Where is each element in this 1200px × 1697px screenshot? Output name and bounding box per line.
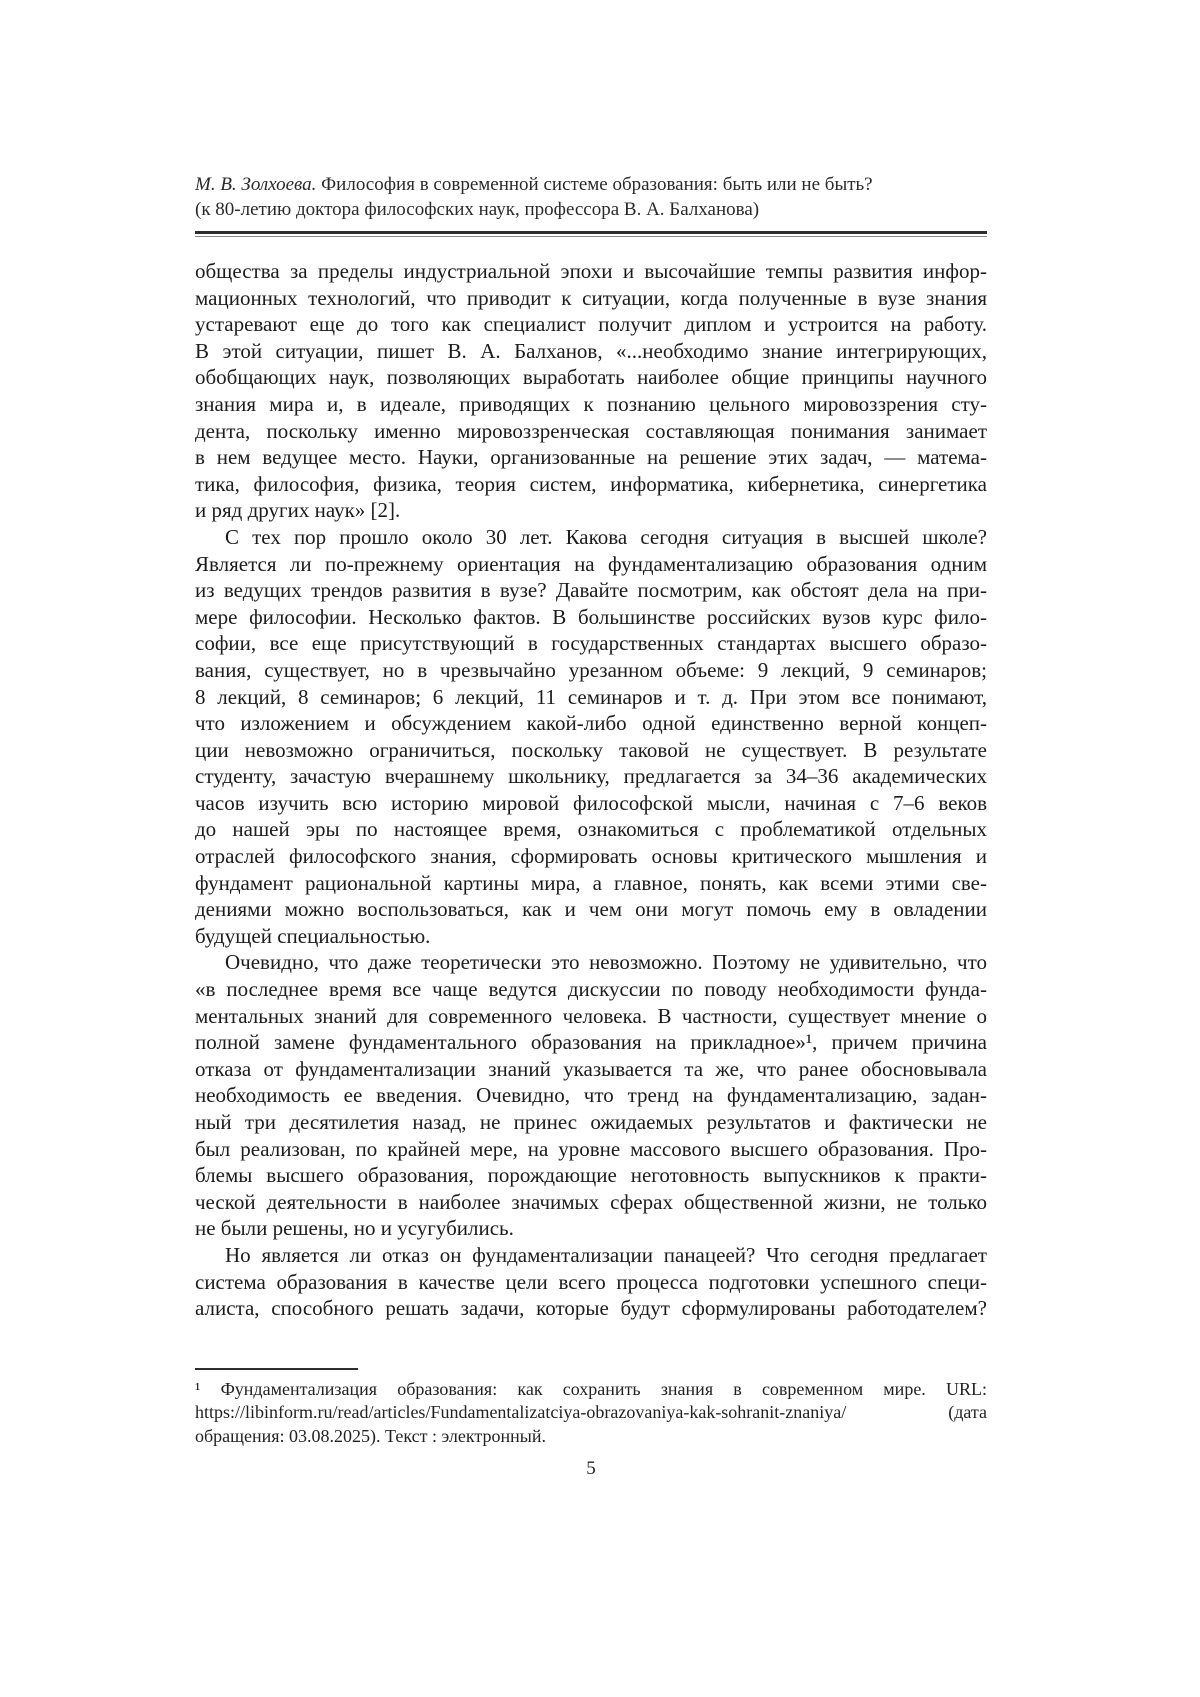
- header-line-1: [195, 172, 987, 197]
- text-line: софии, все еще присутствующий в государственных стандартах высшего образо-: [195, 631, 987, 656]
- text-line: мере философии. Несколько фактов. В большинстве российских вузов курс фило-: [195, 604, 987, 629]
- text-line: блемы высшего образования, порождающие неготовность выпускников к практи-: [195, 1163, 987, 1188]
- text-line: 8 лекций, 8 семинаров; 6 лекций, 11 семинаров и т. д. При этом все понимают,: [195, 684, 987, 709]
- text-line: необходимость ее введения. Очевидно, что тренд на фундаментализацию, задан-: [195, 1083, 987, 1108]
- text-line: полной замене фундаментального образования на прикладное»¹, причем причина: [195, 1030, 987, 1055]
- text-line: алиста, способного решать задачи, которые будут сформулированы работодателем?: [195, 1296, 987, 1321]
- footnote: [195, 1378, 987, 1449]
- header-title: Философия в современной системе образования: быть или не быть?: [316, 174, 873, 195]
- text-line: устаревают еще до того как специалист получит диплом и устроится на работу.: [195, 312, 987, 337]
- text-line: С тех пор прошло около 30 лет. Какова сегодня ситуация в высшей школе?: [225, 524, 987, 549]
- footnote-rule: [195, 1368, 358, 1370]
- text-line: вания, существует, но в чрезвычайно урезанном объеме: 9 лекций, 9 семинаров;: [195, 657, 987, 682]
- text-line: В этой ситуации, пишет В. А. Балханов, «...необходимо знание интегрирующих,: [195, 338, 987, 363]
- header-author: М. В. Золхоева.: [195, 174, 317, 195]
- text-line: из ведущих трендов развития в вузе? Давайте посмотрим, как обстоят дела на при-: [195, 578, 987, 603]
- page-number: 5: [586, 1458, 596, 1480]
- body-text: [195, 258, 987, 1322]
- text-line: общества за пределы индустриальной эпохи и высочайшие темпы развития инфор-: [195, 259, 987, 283]
- text-line: дениями можно воспользоваться, как и чем они могут помочь ему в овладении: [195, 897, 987, 922]
- text-line: в нем ведущее место. Науки, организованные на решение этих задач, — матема-: [195, 445, 987, 470]
- text-line: обобщающих наук, позволяющих выработать наиболее общие принципы научного: [195, 365, 987, 390]
- footnote-line: ¹ Фундаментализация образования: как сохранить знания в современном мире. URL:: [195, 1378, 987, 1399]
- text-line: ный три десятилетия назад, не принес ожидаемых результатов и фактически не: [195, 1110, 987, 1134]
- footnote-line: https://libinform.ru/read/articles/Fundamentalizatciya-obrazovaniya-kak-sohranit-znaniya/ (дата: [195, 1402, 987, 1423]
- text-line: что изложением и обсуждением какой-либо одной единственно верной концеп-: [195, 711, 987, 736]
- header-rule: [195, 231, 987, 237]
- text-line: мационных технологий, что приводит к ситуации, когда полученные в вузе знания: [195, 285, 987, 310]
- text-line: будущей специальностью.: [195, 923, 431, 948]
- text-line: система образования в качестве цели всего процесса подготовки успешного специ-: [195, 1269, 987, 1294]
- text-line: Очевидно, что даже теоретически это невозможно. Поэтому не удивительно, что: [225, 950, 987, 975]
- text-line: был реализован, по крайней мере, на уровне массового высшего образования. Про-: [195, 1136, 987, 1161]
- text-line: ментальных знаний для современного человека. В частности, существует мнение о: [195, 1003, 987, 1028]
- text-line: ческой деятельности в наиболее значимых сферах общественной жизни, не только: [195, 1189, 987, 1214]
- text-line: студенту, зачастую вчерашнему школьнику, предлагается за 34–36 академических: [195, 764, 987, 789]
- text-line: фундамент рациональной картины мира, а главное, понять, как всеми этими све-: [195, 870, 987, 895]
- text-line: «в последнее время все чаще ведутся дискуссии по поводу необходимости фунда-: [195, 977, 987, 1002]
- text-line: дента, поскольку именно мировоззренческая составляющая понимания занимает: [195, 418, 987, 443]
- content-block: [195, 172, 987, 1480]
- text-line: Но является ли отказ он фундаментализации панацеей? Что сегодня предлагает: [225, 1242, 987, 1267]
- text-line: до нашей эры по настоящее время, ознакомиться с проблематикой отдельных: [195, 817, 987, 842]
- text-line: тика, философия, физика, теория систем, информатика, кибернетика, синергетика: [195, 471, 987, 496]
- text-line: не были решены, но и усугубились.: [195, 1216, 514, 1241]
- header-subtitle: (к 80-летию доктора философских наук, профессора В. А. Балханова): [195, 199, 760, 220]
- text-line: отказа от фундаментализации знаний указывается та же, что ранее обосновывала: [195, 1056, 987, 1081]
- running-header: [195, 172, 987, 222]
- text-line: часов изучить всю историю мировой философской мысли, начиная с 7–6 веков: [195, 790, 987, 815]
- text-line: знания мира и, в идеале, приводящих к познанию цельного мировоззрения сту-: [195, 391, 987, 416]
- text-line: и ряд других наук» [2].: [195, 498, 401, 523]
- footnote-line: обращения: 03.08.2025). Текст : электронный.: [195, 1425, 546, 1446]
- text-line: ции невозможно ограничиться, поскольку таковой не существует. В результате: [195, 737, 987, 762]
- text-line: отраслей философского знания, сформировать основы критического мышления и: [195, 844, 987, 869]
- text-line: Является ли по-прежнему ориентация на фундаментализацию образования одним: [195, 551, 987, 576]
